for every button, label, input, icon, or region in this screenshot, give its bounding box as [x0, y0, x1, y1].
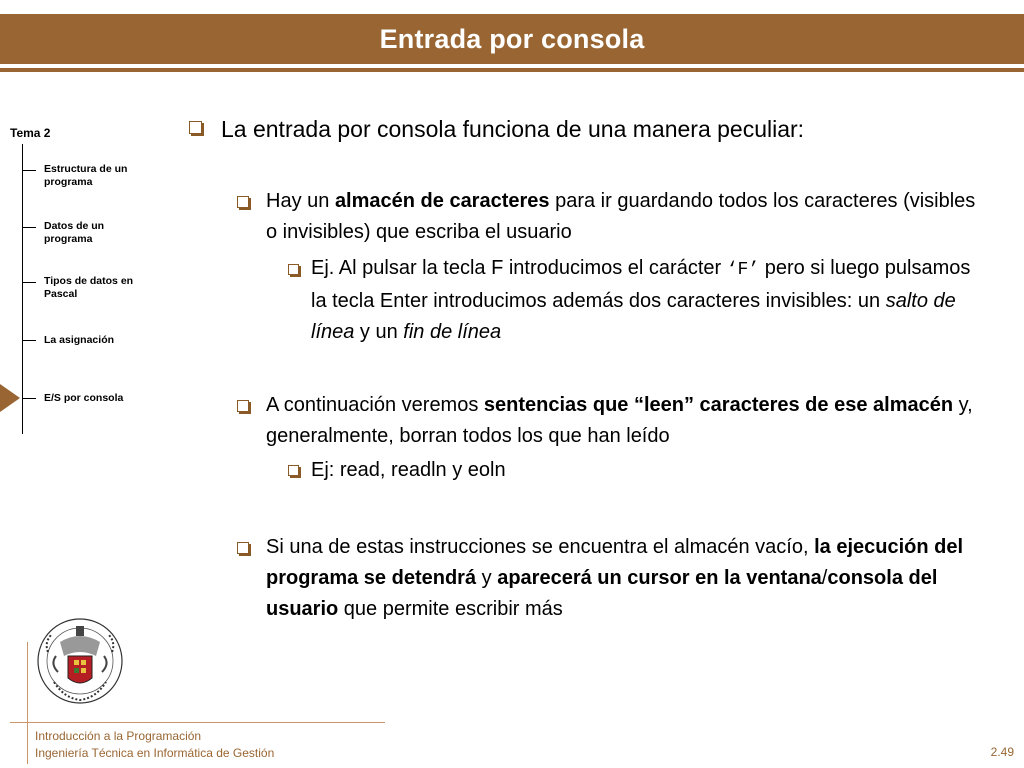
checkbox-bullet-icon [237, 400, 249, 412]
bullet-1: La entrada por consola funciona de una manera peculiar: [221, 116, 805, 142]
italic-text: salto de línea [311, 290, 956, 343]
nav-tick [22, 282, 36, 283]
sidebar-item-label: Datos de un programa [44, 220, 105, 245]
nav-vertical-line [22, 144, 23, 434]
sidebar-item-label: E/S por consola [44, 392, 124, 404]
bullet-4 [266, 532, 991, 625]
bold-text: consola del usuario [266, 567, 938, 620]
bold-text: la ejecución del programa se detendrá [266, 536, 964, 589]
topic-label: Tema 2 [10, 126, 51, 140]
slide-title: Entrada por consola [379, 24, 645, 54]
nav-tick [22, 170, 36, 171]
sidebar-item-label: Estructura de un programa [44, 163, 128, 188]
text: y, generalmente, borran todos los que han leído [266, 394, 973, 447]
current-section-pointer-icon [0, 384, 20, 412]
sidebar-item-label: La asignación [44, 334, 115, 346]
text: para ir guardando todos los caracteres (visibles o invisibles) que escriba el usuario [266, 190, 976, 243]
bold-text: sentencias que “leen” caracteres de ese almacén [483, 394, 954, 416]
footer-horizontal-rule [10, 722, 385, 723]
sidebar-navigation [0, 110, 170, 630]
university-seal-logo [34, 612, 126, 710]
checkbox-bullet-icon [288, 264, 299, 275]
footer-vertical-rule [27, 642, 28, 764]
text: Si una de estas instrucciones se encuentra el almacén vacío, [266, 536, 815, 558]
checkbox-bullet-icon [189, 121, 202, 134]
checkbox-bullet-icon [288, 465, 299, 476]
page-number: 2.49 [990, 745, 1014, 759]
text: que permite escribir más [338, 598, 563, 620]
nav-tick [22, 398, 36, 399]
bullet-2 [266, 186, 991, 248]
checkbox-bullet-icon [237, 196, 249, 208]
bullet-3 [266, 390, 991, 452]
bold-text: almacén de caracteres [334, 190, 550, 212]
bold-text: aparecerá un cursor en la ventana [497, 567, 822, 589]
bullet-3-1: Ej: read, readln y eoln [311, 459, 506, 481]
italic-text: fin de línea [403, 321, 502, 343]
title-underline [0, 68, 1024, 72]
checkbox-bullet-icon [237, 542, 249, 554]
bullet-2-1 [311, 253, 991, 348]
text: A continuación veremos [266, 394, 484, 416]
text: Hay un [266, 190, 335, 212]
footer-degree-title: Ingeniería Técnica en Informática de Gestión [35, 746, 275, 760]
sidebar-item-label: Tipos de datos en Pascal [44, 275, 134, 300]
code-text: ‘F’ [726, 260, 760, 280]
text: / [821, 567, 828, 589]
text: Ej. Al pulsar la tecla F introducimos el carácter [311, 257, 727, 279]
text: y un [354, 321, 404, 343]
text: y [476, 567, 498, 589]
footer-course-title: Introducción a la Programación [35, 729, 202, 743]
text: pero si luego pulsamos la tecla Enter introducimos además dos caracteres invisibles: un [311, 257, 971, 312]
nav-tick [22, 227, 36, 228]
nav-tick [22, 340, 36, 341]
